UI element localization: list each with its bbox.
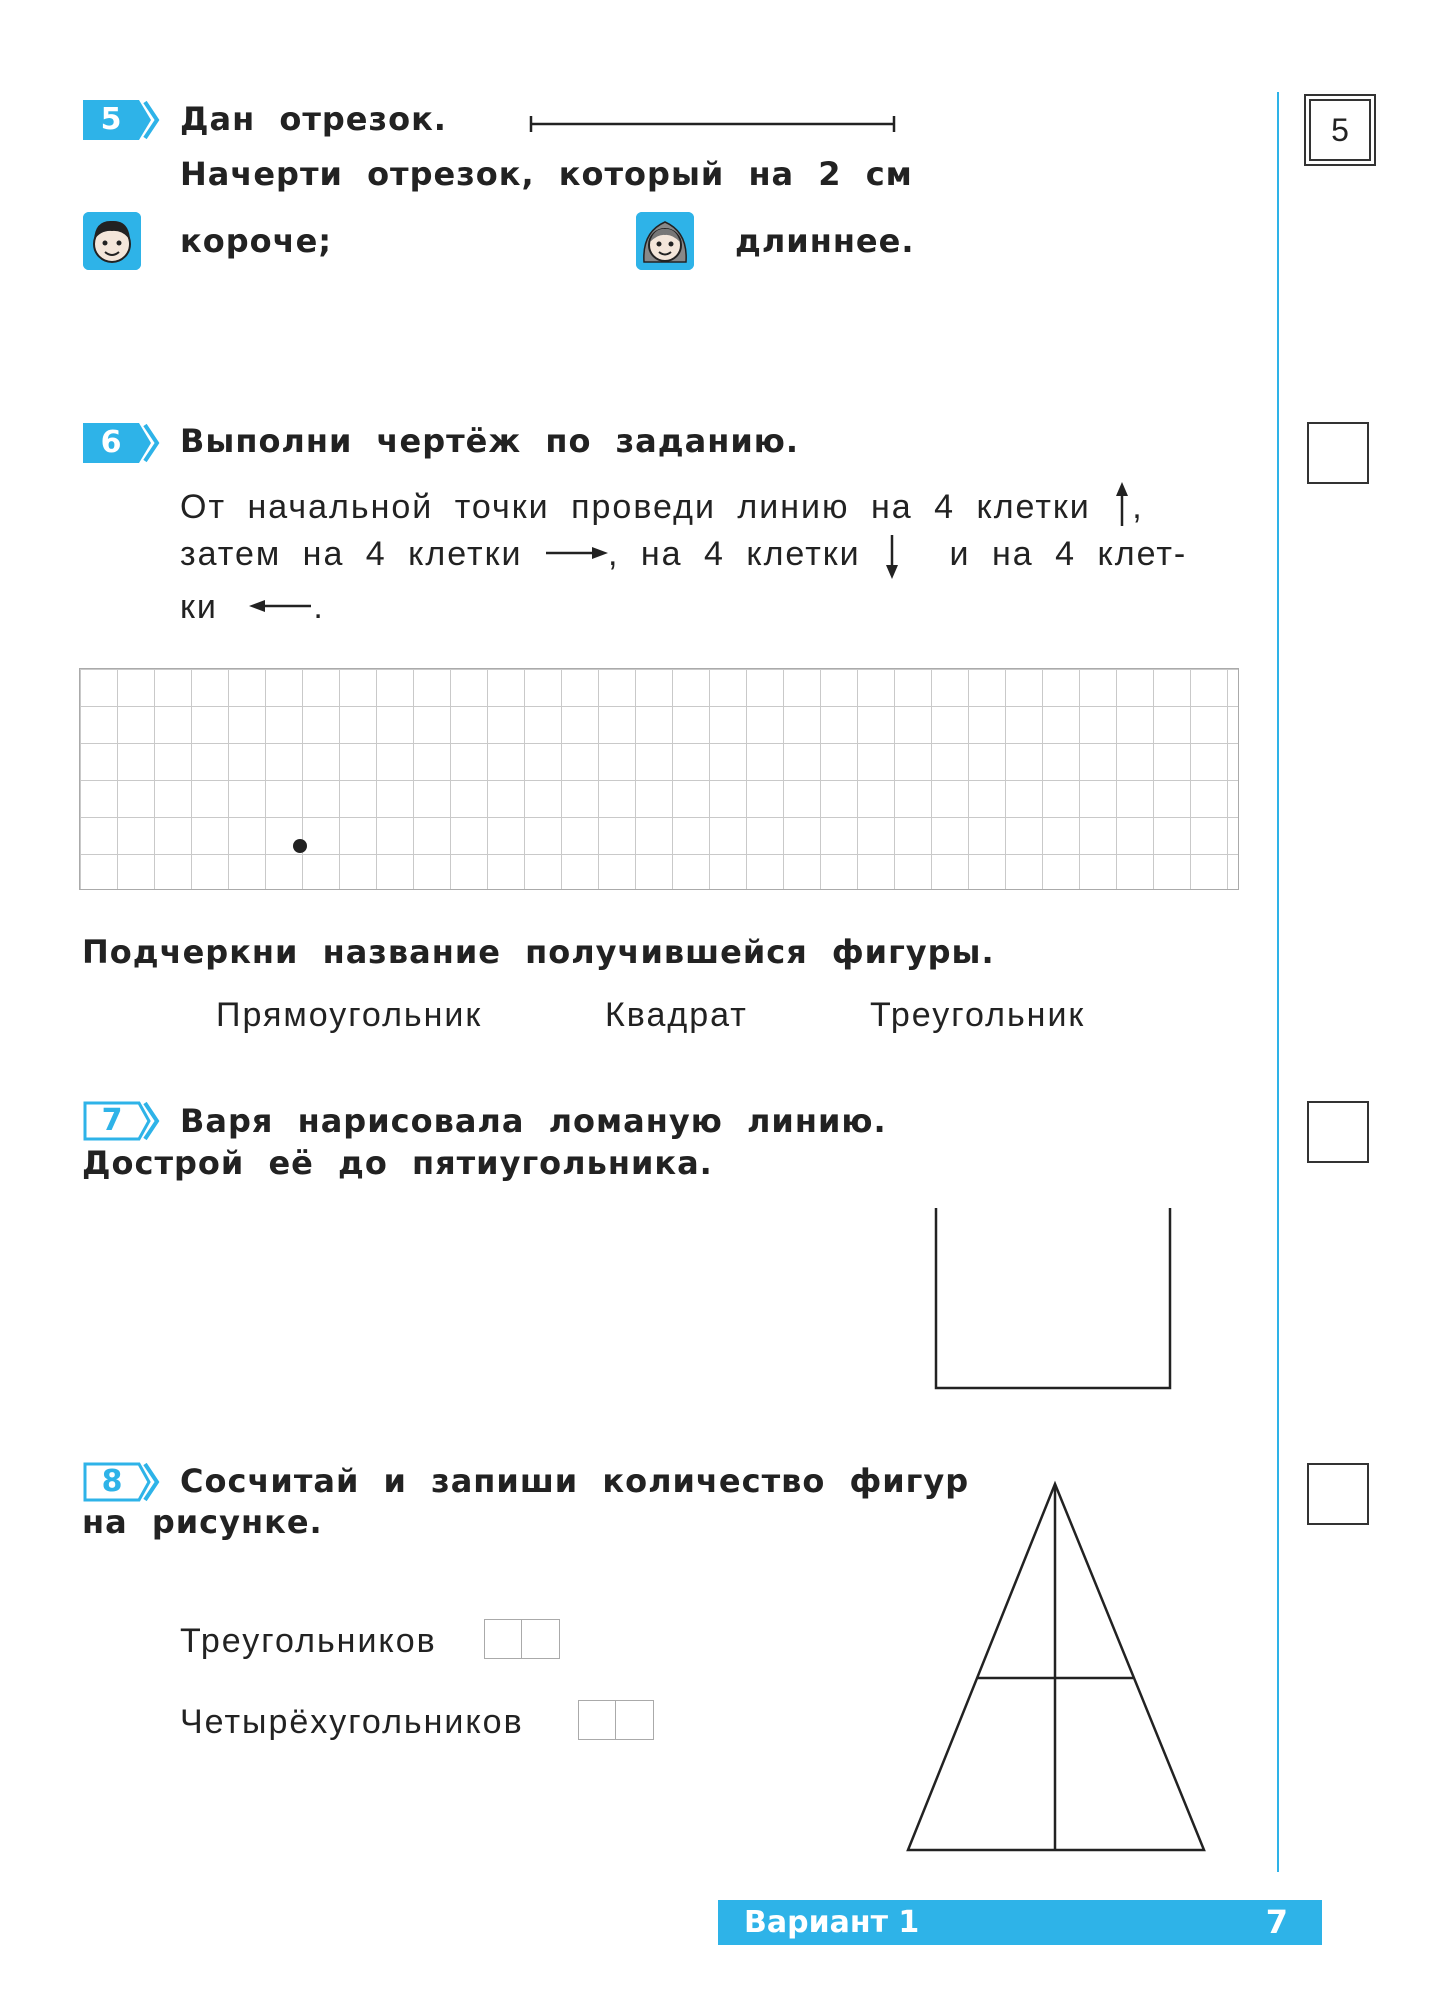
task6-line2 bbox=[180, 535, 1187, 579]
instruction-text: , на 4 клетки bbox=[607, 535, 861, 573]
score-box-task5[interactable] bbox=[1309, 99, 1371, 161]
task-badge-8 bbox=[83, 1462, 163, 1502]
boy-avatar-icon bbox=[83, 212, 141, 270]
task-badge-5 bbox=[83, 100, 163, 140]
shorter-label: короче; bbox=[180, 222, 333, 260]
quads-label: Четырёхугольников bbox=[180, 1703, 524, 1741]
given-segment bbox=[528, 112, 898, 136]
triangle-figure bbox=[900, 1478, 1212, 1858]
footer-bar bbox=[718, 1900, 1322, 1945]
instruction-text: ки bbox=[180, 588, 218, 626]
task8-line2: на рисунке. bbox=[82, 1503, 323, 1541]
task-number: 7 bbox=[101, 1103, 123, 1138]
arrow-up-icon bbox=[1112, 482, 1132, 526]
triangles-answer-box[interactable] bbox=[484, 1619, 560, 1659]
underline-prompt: Подчеркни название получившейся фигуры. bbox=[82, 933, 995, 971]
score-box-task8[interactable] bbox=[1307, 1463, 1369, 1525]
drawing-grid[interactable] bbox=[79, 668, 1239, 890]
start-point bbox=[293, 839, 307, 853]
score-box-task7[interactable] bbox=[1307, 1101, 1369, 1163]
triangles-label: Треугольников bbox=[180, 1622, 437, 1660]
task8-line1: Сосчитай и запиши количество фигур bbox=[180, 1462, 970, 1500]
arrow-right-icon bbox=[544, 543, 608, 563]
instruction-text: и на 4 клет- bbox=[949, 535, 1188, 573]
instruction-text: От начальной точки проведи линию на 4 клетки bbox=[180, 488, 1091, 526]
task6-title: Выполни чертёж по заданию. bbox=[180, 422, 799, 460]
punctuation: . bbox=[313, 588, 325, 626]
task-number: 8 bbox=[101, 1464, 123, 1499]
variant-label: Вариант 1 bbox=[744, 1905, 920, 1940]
task7-line1: Варя нарисовала ломаную линию. bbox=[180, 1102, 887, 1140]
option-triangle[interactable]: Треугольник bbox=[870, 996, 1086, 1034]
task-number: 5 bbox=[100, 102, 122, 137]
arrow-left-icon bbox=[249, 596, 313, 616]
page-number: 7 bbox=[1265, 1903, 1288, 1941]
broken-line-figure bbox=[930, 1208, 1176, 1394]
quads-answer-box[interactable] bbox=[578, 1700, 654, 1740]
task7-line2: Дострой её до пятиугольника. bbox=[82, 1144, 713, 1182]
option-rectangle[interactable]: Прямоугольник bbox=[216, 996, 483, 1034]
score-value: 5 bbox=[1331, 112, 1349, 148]
punctuation: , bbox=[1132, 488, 1144, 526]
margin-line bbox=[1277, 92, 1279, 1872]
arrow-down-icon bbox=[882, 535, 902, 579]
task6-line3 bbox=[180, 588, 325, 627]
task5-line2: Начерти отрезок, который на 2 см bbox=[180, 155, 913, 193]
option-square[interactable]: Квадрат bbox=[605, 996, 748, 1034]
score-box-task6[interactable] bbox=[1307, 422, 1369, 484]
task-number: 6 bbox=[100, 425, 122, 460]
task6-line1 bbox=[180, 482, 1144, 527]
task-badge-7 bbox=[83, 1101, 163, 1141]
task-badge-6 bbox=[83, 423, 163, 463]
longer-label: длиннее. bbox=[735, 222, 915, 260]
task5-line1: Дан отрезок. bbox=[180, 100, 447, 138]
girl-avatar-icon bbox=[636, 212, 694, 270]
instruction-text: затем на 4 клетки bbox=[180, 535, 523, 573]
